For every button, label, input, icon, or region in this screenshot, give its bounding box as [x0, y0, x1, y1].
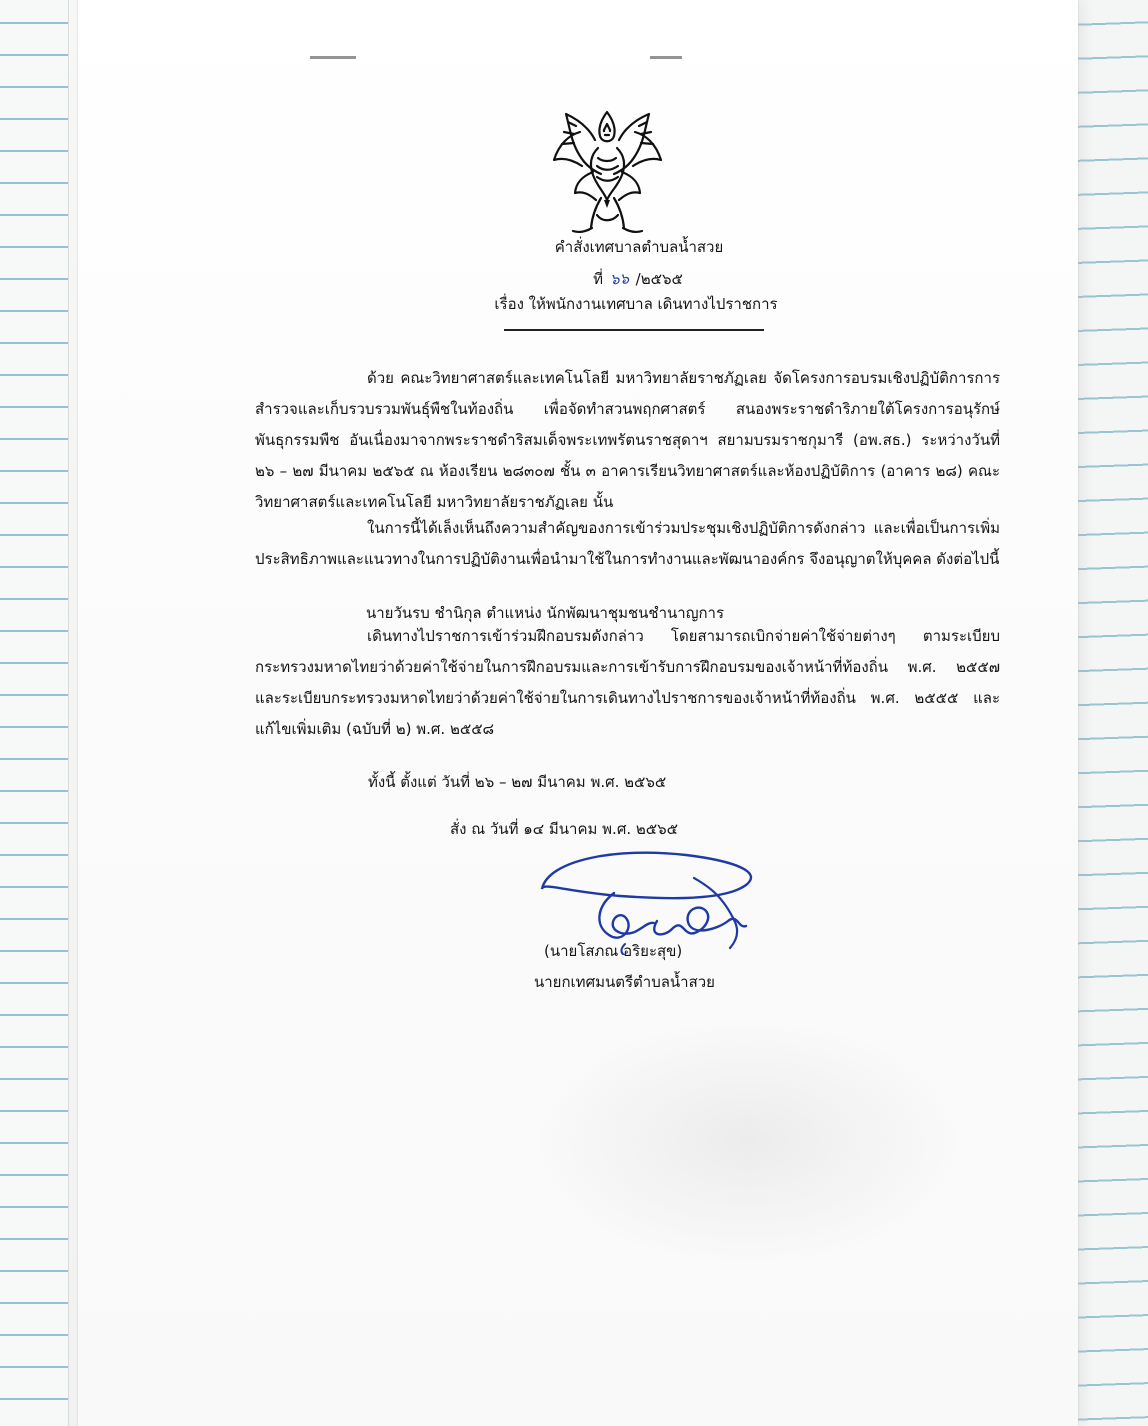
staff-name-position: นายวันรบ ชำนิกุล ตำแหน่ง นักพัฒนาชุมชนชำนาญการ — [366, 604, 725, 622]
order-number-suffix: /๒๕๖๕ — [635, 270, 683, 288]
order-heading: คำสั่งเทศบาลตำบลน้ำสวย — [554, 238, 724, 256]
order-subject: เรื่อง ให้พนักงานเทศบาล เดินทางไปราชการ — [494, 295, 778, 313]
paragraph-training-details: ด้วย คณะวิทยาศาสตร์และเทคโนโลยี มหาวิทยาลัยราชภัฏเลย จัดโครงการอบรมเชิงปฏิบัติการการสำรวจและเก็บรวบรวมพันธุ์พืชในท้องถิ่น เพื่อจัดทำสวนพฤกศาสตร์ สนองพระราชดำริภายใต้โครงการอนุรักษ์พันธุกรรมพืช อันเนื่องมาจากพระราชดำริสมเด็จพระเทพรัตนราชสุดาฯ สยามบรมราชกุมารี (อพ.สธ.) ระหว่างวันที่ ๒๖ – ๒๗ มีนาคม ๒๕๖๕ ณ ห้องเรียน ๒๘๓๐๗ ชั้น ๓ อาคารเรียนวิทยาศาสตร์และห้องปฏิบัติการ (อาคาร ๒๘) คณะวิทยาศาสตร์และเทคโนโลยี มหาวิทยาลัยราชภัฏเลย นั้น — [255, 369, 1000, 511]
right-notebook-edge — [1069, 0, 1148, 1426]
paragraph-expense-regulations: เดินทางไปราชการเข้าร่วมฝึกอบรมดังกล่าว โดยสามารถเบิกจ่ายค่าใช้จ่ายต่างๆ ตามระเบียบกระทรวงมหาดไทยว่าด้วยค่าใช้จ่ายในการฝึกอบรมและการเข้ารับการฝึกอบรมของเจ้าหน้าที่ท้องถิ่น พ.ศ. ๒๕๕๗ และระเบียบกระทรวงมหาดไทยว่าด้วยค่าใช้จ่ายในการเดินทางไปราชการของเจ้าหน้าที่ท้องถิ่น พ.ศ. ๒๕๕๕ และแก้ไขเพิ่มเติม (ฉบับที่ ๒) พ.ศ. ๒๕๕๘ — [255, 627, 1000, 738]
left-ruled-lines — [0, 0, 68, 1426]
order-number-prefix: ที่ — [593, 270, 604, 288]
effective-date: ทั้งนี้ ตั้งแต่ วันที่ ๒๖ – ๒๗ มีนาคม พ.ศ. ๒๕๖๕ — [368, 773, 667, 791]
garuda-emblem-icon — [546, 104, 669, 239]
paragraph-approval-reason: ในการนี้ได้เล็งเห็นถึงความสำคัญของการเข้าร่วมประชุมเชิงปฏิบัติการดังกล่าว และเพื่อเป็นการเพิ่มประสิทธิภาพและแนวทางในการปฏิบัติงานเพื่อนำมาใช้ในการทำงานและพัฒนาองค์กร จึงอนุญาตให้บุคคล ดังต่อไปนี้ — [255, 519, 1000, 568]
signer-name: (นายโสภณ อริยะสุข) — [544, 942, 683, 960]
signed-date: สั่ง ณ วันที่ ๑๔ มีนาคม พ.ศ. ๒๕๖๕ — [450, 820, 678, 838]
subject-underline — [504, 329, 764, 331]
paper-stain — [538, 1020, 958, 1260]
order-number-handwritten: ๖๖ — [609, 269, 630, 289]
top-right-paper-mark — [650, 56, 682, 59]
official-order-page — [78, 0, 1078, 1426]
signer-position: นายกเทศมนตรีตำบลน้ำสวย — [534, 973, 715, 991]
left-notebook-edge — [0, 0, 69, 1426]
right-ruled-lines — [1070, 0, 1148, 1426]
top-left-paper-mark — [310, 56, 356, 59]
